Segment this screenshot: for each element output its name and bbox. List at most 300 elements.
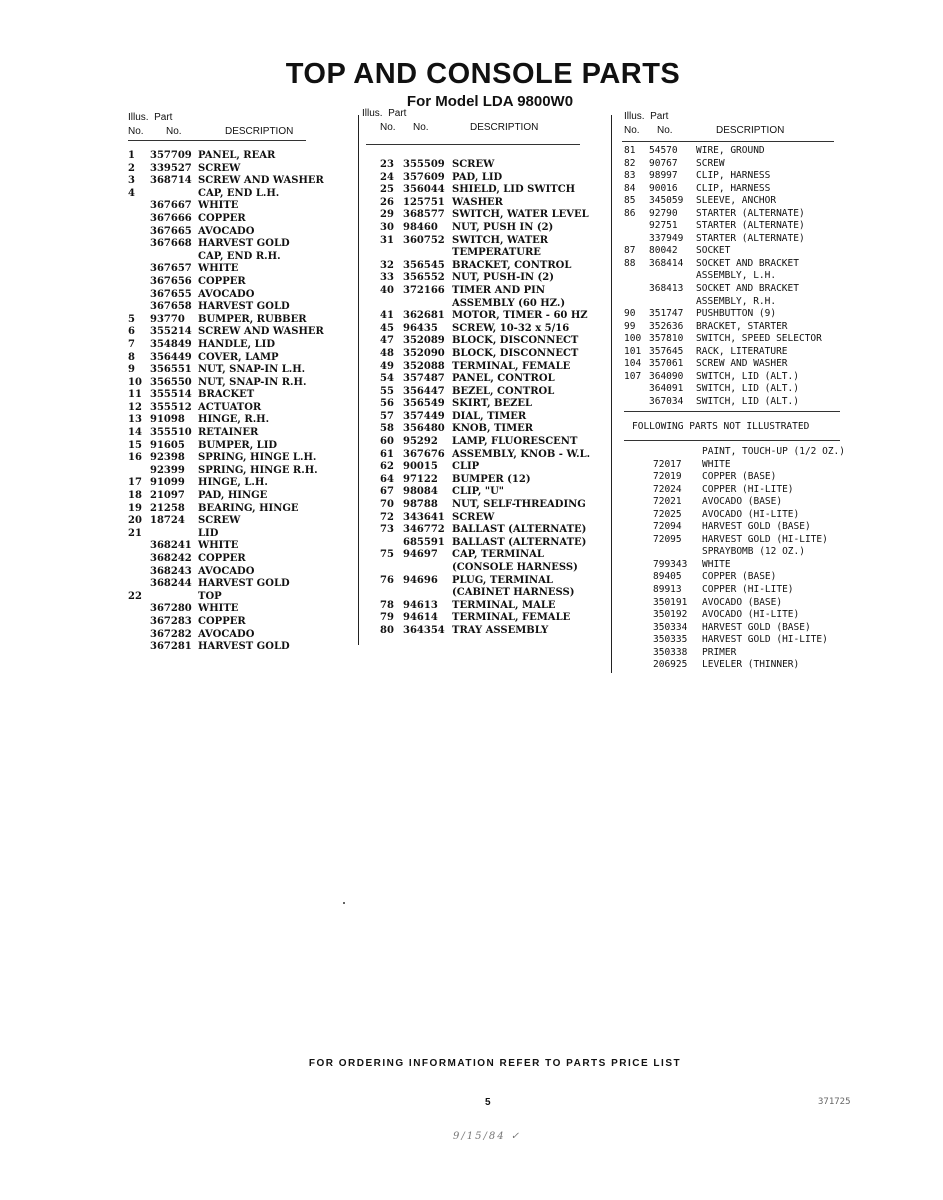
header-illus-no: No. <box>380 122 396 133</box>
illus-number: 62 <box>380 461 394 473</box>
unillustrated-part-row <box>624 496 844 509</box>
part-number: 352090 <box>403 347 445 359</box>
part-description: PAINT, TOUCH-UP (1/2 OZ.) <box>702 446 845 457</box>
part-number: 339527 <box>150 162 192 174</box>
part-row <box>624 296 844 309</box>
part-number: 352636 <box>649 320 684 332</box>
part-row <box>128 364 343 377</box>
speck <box>343 902 345 904</box>
part-row <box>380 512 610 525</box>
part-number: 367665 <box>150 225 192 237</box>
unillustrated-part-row <box>624 647 844 660</box>
part-number: 357810 <box>649 333 684 345</box>
part-description: TIMER AND PIN <box>452 284 545 296</box>
part-number: 91605 <box>150 439 185 451</box>
part-row <box>380 411 610 424</box>
part-number: 90015 <box>403 461 438 473</box>
page-subtitle: For Model LDA 9800W0 <box>406 93 574 110</box>
part-description: BEZEL, CONTROL <box>452 385 555 397</box>
part-description: STARTER (ALTERNATE) <box>696 232 805 244</box>
illus-number: 49 <box>380 360 394 372</box>
header-illus-part <box>624 111 668 124</box>
part-row <box>624 396 844 409</box>
part-row <box>380 323 610 336</box>
part-description: COPPER <box>198 615 246 627</box>
part-description: BLOCK, DISCONNECT <box>452 347 579 359</box>
part-row <box>380 159 610 172</box>
part-number: 360752 <box>403 234 445 246</box>
part-description: LID <box>198 527 219 539</box>
illus-number: 60 <box>380 436 394 448</box>
page-number: 5 <box>485 1097 491 1108</box>
part-description: AVOCADO <box>198 628 255 640</box>
part-description: PANEL, REAR <box>198 150 276 161</box>
part-description: AVOCADO (HI-LITE) <box>702 609 800 621</box>
column-divider <box>358 115 359 645</box>
part-row <box>380 537 610 550</box>
part-description: SCREW <box>198 162 241 174</box>
unillustrated-part-row <box>624 521 844 534</box>
part-description: TOP <box>198 590 222 602</box>
part-description: CLIP, HARNESS <box>696 182 771 194</box>
illus-number: 70 <box>380 499 394 511</box>
part-row <box>380 587 610 600</box>
part-row <box>380 423 610 436</box>
part-number: 368241 <box>150 540 192 552</box>
part-row <box>380 361 610 374</box>
part-number: 21097 <box>150 490 185 502</box>
part-description: AVOCADO (BASE) <box>702 496 783 508</box>
part-row <box>128 226 343 239</box>
part-description: RETAINER <box>198 427 259 439</box>
part-number: 368577 <box>403 209 445 221</box>
part-row <box>624 195 844 208</box>
part-number: 89913 <box>653 584 682 596</box>
part-row <box>380 398 610 411</box>
part-description: NUT, SNAP-IN R.H. <box>198 376 307 388</box>
column-divider <box>611 115 612 673</box>
illus-number: 33 <box>380 272 394 284</box>
part-row <box>380 461 610 474</box>
unillustrated-part-row <box>624 559 844 572</box>
part-description: SCREW <box>452 511 495 523</box>
header-underline <box>622 141 834 142</box>
part-description: BLOCK, DISCONNECT <box>452 335 579 347</box>
illus-number: 67 <box>380 486 394 498</box>
illus-number: 20 <box>128 515 142 527</box>
part-description: CAP, TERMINAL <box>452 549 544 561</box>
unillustrated-part-row <box>624 622 844 635</box>
part-row <box>128 629 343 642</box>
part-number: 98460 <box>403 221 438 233</box>
part-row <box>380 625 610 638</box>
part-number: 355512 <box>150 401 192 413</box>
part-description: ASSEMBLY, KNOB - W.L. <box>452 448 591 460</box>
part-description: ASSEMBLY, R.H. <box>696 295 777 307</box>
illus-number: 30 <box>380 221 394 233</box>
illus-number: 16 <box>128 452 142 464</box>
part-row <box>624 245 844 258</box>
part-number: 367281 <box>150 641 192 653</box>
header-illus: Illus. <box>624 111 645 122</box>
part-number: 356550 <box>150 376 192 388</box>
illus-number: 90 <box>624 308 636 320</box>
part-number: 352089 <box>403 335 445 347</box>
part-number: 345059 <box>649 195 684 207</box>
part-number: 355514 <box>150 389 192 401</box>
part-number: 350334 <box>653 621 688 633</box>
illus-number: 6 <box>128 326 135 338</box>
part-row <box>380 474 610 487</box>
part-description: SOCKET <box>696 245 731 257</box>
part-number: 356551 <box>150 364 192 376</box>
part-row <box>128 427 343 440</box>
part-number: 357709 <box>150 150 192 161</box>
header-illus-no: No. <box>624 125 640 136</box>
header-part-no: No. <box>166 126 182 137</box>
part-number: 91099 <box>150 477 185 489</box>
part-description: SCREW AND WASHER <box>198 175 324 187</box>
part-description: KNOB, TIMER <box>452 423 534 435</box>
part-number: 367668 <box>150 238 192 250</box>
column-header <box>128 112 343 142</box>
part-number: 80042 <box>649 245 678 257</box>
part-description: PAD, LID <box>452 171 503 183</box>
part-row <box>128 289 343 302</box>
part-description: BEARING, HINGE <box>198 502 299 514</box>
part-number: 364091 <box>649 383 684 395</box>
part-row <box>380 436 610 449</box>
part-description: PANEL, CONTROL <box>452 373 555 385</box>
part-description: SCREW <box>452 159 495 170</box>
part-description: BUMPER (12) <box>452 473 531 485</box>
part-row <box>128 477 343 490</box>
part-description: TRAY ASSEMBLY <box>452 624 549 636</box>
part-description: CAP, END R.H. <box>198 250 281 262</box>
part-description: COPPER (BASE) <box>702 571 777 583</box>
part-description: AVOCADO <box>198 565 255 577</box>
part-description: HINGE, R.H. <box>198 414 270 426</box>
part-description: SKIRT, BEZEL <box>452 398 533 410</box>
part-number: 357609 <box>403 171 445 183</box>
illus-number: 11 <box>128 389 142 401</box>
part-description: BALLAST (ALTERNATE) <box>452 536 587 548</box>
illus-number: 25 <box>380 184 394 196</box>
part-number: 337949 <box>649 232 684 244</box>
header-underline <box>128 140 306 141</box>
part-row <box>128 414 343 427</box>
part-description: LEVELER (THINNER) <box>702 659 800 671</box>
part-row <box>380 373 610 386</box>
part-description: ACTUATOR <box>198 401 262 413</box>
part-number: 364090 <box>649 370 684 382</box>
illus-number: 101 <box>624 345 642 357</box>
part-number: 352088 <box>403 360 445 372</box>
part-number: 89405 <box>653 571 682 583</box>
part-description: WHITE <box>198 263 239 275</box>
part-number: 72017 <box>653 458 682 470</box>
part-row <box>128 339 343 352</box>
part-description: WASHER <box>452 196 503 208</box>
illus-number: 47 <box>380 335 394 347</box>
part-description: CLIP <box>452 461 480 473</box>
unillustrated-part-row <box>624 471 844 484</box>
part-row <box>624 371 844 384</box>
part-number: 367280 <box>150 603 192 615</box>
part-row <box>380 549 610 562</box>
part-description: HARVEST GOLD (HI-LITE) <box>702 634 828 646</box>
part-number: 21258 <box>150 502 185 514</box>
part-number: 368413 <box>649 283 684 295</box>
part-row <box>624 183 844 196</box>
part-row <box>128 352 343 365</box>
header-illus: Illus. <box>128 112 149 123</box>
part-row <box>624 333 844 346</box>
part-description: SCREW AND WASHER <box>696 358 788 370</box>
part-number: 355214 <box>150 326 192 338</box>
illus-number: 19 <box>128 502 142 514</box>
part-number: 368714 <box>150 175 192 187</box>
part-number: 356549 <box>403 398 445 410</box>
part-row <box>128 603 343 616</box>
part-description: TEMPERATURE <box>452 247 541 259</box>
part-number: 367667 <box>150 200 192 212</box>
part-description: AVOCADO (HI-LITE) <box>702 508 800 520</box>
part-row <box>380 562 610 575</box>
part-row <box>128 515 343 528</box>
header-part: Part <box>154 112 173 123</box>
header-part-no: No. <box>413 122 429 133</box>
part-description: COPPER <box>198 212 246 224</box>
part-description: SLEEVE, ANCHOR <box>696 195 777 207</box>
part-number: 367034 <box>649 395 684 407</box>
part-description: WHITE <box>198 540 239 552</box>
part-description: CLIP, HARNESS <box>696 170 771 182</box>
part-number: 364354 <box>403 624 445 636</box>
illus-number: 7 <box>128 338 135 350</box>
unillustrated-part-row <box>624 597 844 610</box>
header-illus-part <box>362 108 406 121</box>
part-description: NUT, PUSH IN (2) <box>452 221 554 233</box>
part-description: NUT, SNAP-IN L.H. <box>198 364 306 376</box>
header-part: Part <box>388 108 407 119</box>
unillustrated-part-row <box>624 634 844 647</box>
part-number: 350192 <box>653 609 688 621</box>
part-number: 94697 <box>403 549 438 561</box>
part-number: 351747 <box>649 308 684 320</box>
header-illus-no: No. <box>128 126 144 137</box>
illus-number: 15 <box>128 439 142 451</box>
unillustrated-part-row <box>624 446 844 459</box>
part-number: 72024 <box>653 483 682 495</box>
header-underline <box>366 144 580 145</box>
section-divider <box>624 411 840 412</box>
part-row <box>128 578 343 591</box>
parts-column-2 <box>362 108 610 638</box>
part-number: 367657 <box>150 263 192 275</box>
part-number: 54570 <box>649 145 678 156</box>
part-number: 343641 <box>403 511 445 523</box>
column-header <box>624 111 844 141</box>
illus-number: 64 <box>380 473 394 485</box>
part-description: HANDLE, LID <box>198 338 276 350</box>
header-part: Part <box>650 111 669 122</box>
part-description: HARVEST GOLD <box>198 641 290 653</box>
part-description: COPPER (HI-LITE) <box>702 483 794 495</box>
part-description: SPRING, HINGE L.H. <box>198 452 317 464</box>
part-number: 362681 <box>403 310 445 322</box>
part-description: LAMP, FLUORESCENT <box>452 436 578 448</box>
part-row <box>128 377 343 390</box>
illus-number: 12 <box>128 401 142 413</box>
illus-number: 81 <box>624 145 636 156</box>
part-row <box>380 310 610 323</box>
illus-number: 22 <box>128 590 142 602</box>
part-number: 356449 <box>150 351 192 363</box>
part-row <box>380 499 610 512</box>
part-number: 95292 <box>403 436 438 448</box>
part-number: 92790 <box>649 207 678 219</box>
part-number: 357487 <box>403 373 445 385</box>
part-description: SOCKET AND BRACKET <box>696 283 799 295</box>
part-row <box>624 321 844 334</box>
part-row <box>128 566 343 579</box>
part-description: BRACKET, STARTER <box>696 320 788 332</box>
part-description: SCREW AND WASHER <box>198 326 324 338</box>
illus-number: 88 <box>624 257 636 269</box>
part-description: TERMINAL, FEMALE <box>452 612 571 624</box>
part-number: 354849 <box>150 338 192 350</box>
illus-number: 24 <box>380 171 394 183</box>
part-number: 72019 <box>653 471 682 483</box>
part-description: COPPER <box>198 275 246 287</box>
part-number: 356447 <box>403 385 445 397</box>
part-row <box>128 263 343 276</box>
illus-number: 61 <box>380 448 394 460</box>
illus-number: 58 <box>380 423 394 435</box>
part-description: SWITCH, WATER <box>452 234 549 246</box>
part-number: 367666 <box>150 212 192 224</box>
part-description: ASSEMBLY (60 HZ.) <box>452 297 566 309</box>
part-row <box>128 440 343 453</box>
part-row <box>128 540 343 553</box>
part-row <box>380 486 610 499</box>
part-description: CAP, END L.H. <box>198 187 280 199</box>
part-row <box>624 270 844 283</box>
unillustrated-part-row <box>624 459 844 472</box>
part-description: SCREW, 10-32 x 5/16 <box>452 322 570 334</box>
illus-number: 10 <box>128 376 142 388</box>
part-description: SOCKET AND BRACKET <box>696 257 799 269</box>
part-description: WHITE <box>702 558 731 570</box>
part-description: BRACKET, CONTROL <box>452 259 572 271</box>
part-number: 356552 <box>403 272 445 284</box>
illus-number: 86 <box>624 207 636 219</box>
part-description: STARTER (ALTERNATE) <box>696 207 805 219</box>
part-row <box>128 276 343 289</box>
part-row <box>380 172 610 185</box>
illus-number: 18 <box>128 490 142 502</box>
part-description: HARVEST GOLD <box>198 578 290 590</box>
part-description: STARTER (ALTERNATE) <box>696 220 805 232</box>
part-number: 92398 <box>150 452 185 464</box>
part-row <box>380 260 610 273</box>
part-row <box>128 163 343 176</box>
part-description: AVOCADO <box>198 225 255 237</box>
illus-number: 40 <box>380 284 394 296</box>
illus-number: 76 <box>380 574 394 586</box>
illus-number: 99 <box>624 320 636 332</box>
part-description: COPPER (BASE) <box>702 471 777 483</box>
illus-number: 4 <box>128 187 135 199</box>
part-number: 367282 <box>150 628 192 640</box>
part-description: HINGE, L.H. <box>198 477 268 489</box>
part-number: 91098 <box>150 414 185 426</box>
part-number: 367655 <box>150 288 192 300</box>
part-number: 367658 <box>150 301 192 313</box>
part-row <box>380 222 610 235</box>
part-number: 356545 <box>403 259 445 271</box>
part-number: 93770 <box>150 313 185 325</box>
part-description: SHIELD, LID SWITCH <box>452 184 576 196</box>
illus-number: 85 <box>624 195 636 207</box>
page-title: TOP AND CONSOLE PARTS <box>285 58 681 90</box>
part-number: 355510 <box>150 427 192 439</box>
part-number: 90767 <box>649 157 678 169</box>
part-row <box>380 335 610 348</box>
part-number: 72025 <box>653 508 682 520</box>
part-description: NUT, SELF-THREADING <box>452 499 586 511</box>
part-number: 206925 <box>653 659 688 671</box>
section-divider <box>624 440 840 441</box>
illus-number: 9 <box>128 364 135 376</box>
unillustrated-part-row <box>624 534 844 547</box>
part-number: 92751 <box>649 220 678 232</box>
part-row <box>380 612 610 625</box>
part-description: COPPER <box>198 553 246 564</box>
illus-number: 14 <box>128 427 142 439</box>
part-row <box>624 158 844 171</box>
part-number: 98788 <box>403 499 438 511</box>
illus-number: 23 <box>380 159 394 170</box>
part-row <box>128 591 343 604</box>
illus-number: 78 <box>380 599 394 611</box>
illus-number: 54 <box>380 373 394 385</box>
part-row <box>380 209 610 222</box>
part-row <box>128 553 343 566</box>
part-row <box>128 641 343 654</box>
part-row <box>128 200 343 213</box>
part-row <box>380 235 610 248</box>
illus-number: 17 <box>128 477 142 489</box>
part-description: SWITCH, WATER LEVEL <box>452 209 589 221</box>
part-row <box>128 490 343 503</box>
part-number: 94614 <box>403 612 438 624</box>
part-number: 98084 <box>403 486 438 498</box>
illus-number: 1 <box>128 150 135 161</box>
header-part-no: No. <box>657 125 673 136</box>
part-description: BUMPER, LID <box>198 439 278 451</box>
part-row <box>380 197 610 210</box>
part-row <box>624 258 844 271</box>
part-row <box>380 449 610 462</box>
parts-column-1 <box>128 112 343 654</box>
illus-number: 31 <box>380 234 394 246</box>
part-number: 125751 <box>403 196 445 208</box>
part-description: SPRING, HINGE R.H. <box>198 464 318 476</box>
document-number: 371725 <box>818 1097 851 1107</box>
illus-number: 84 <box>624 182 636 194</box>
